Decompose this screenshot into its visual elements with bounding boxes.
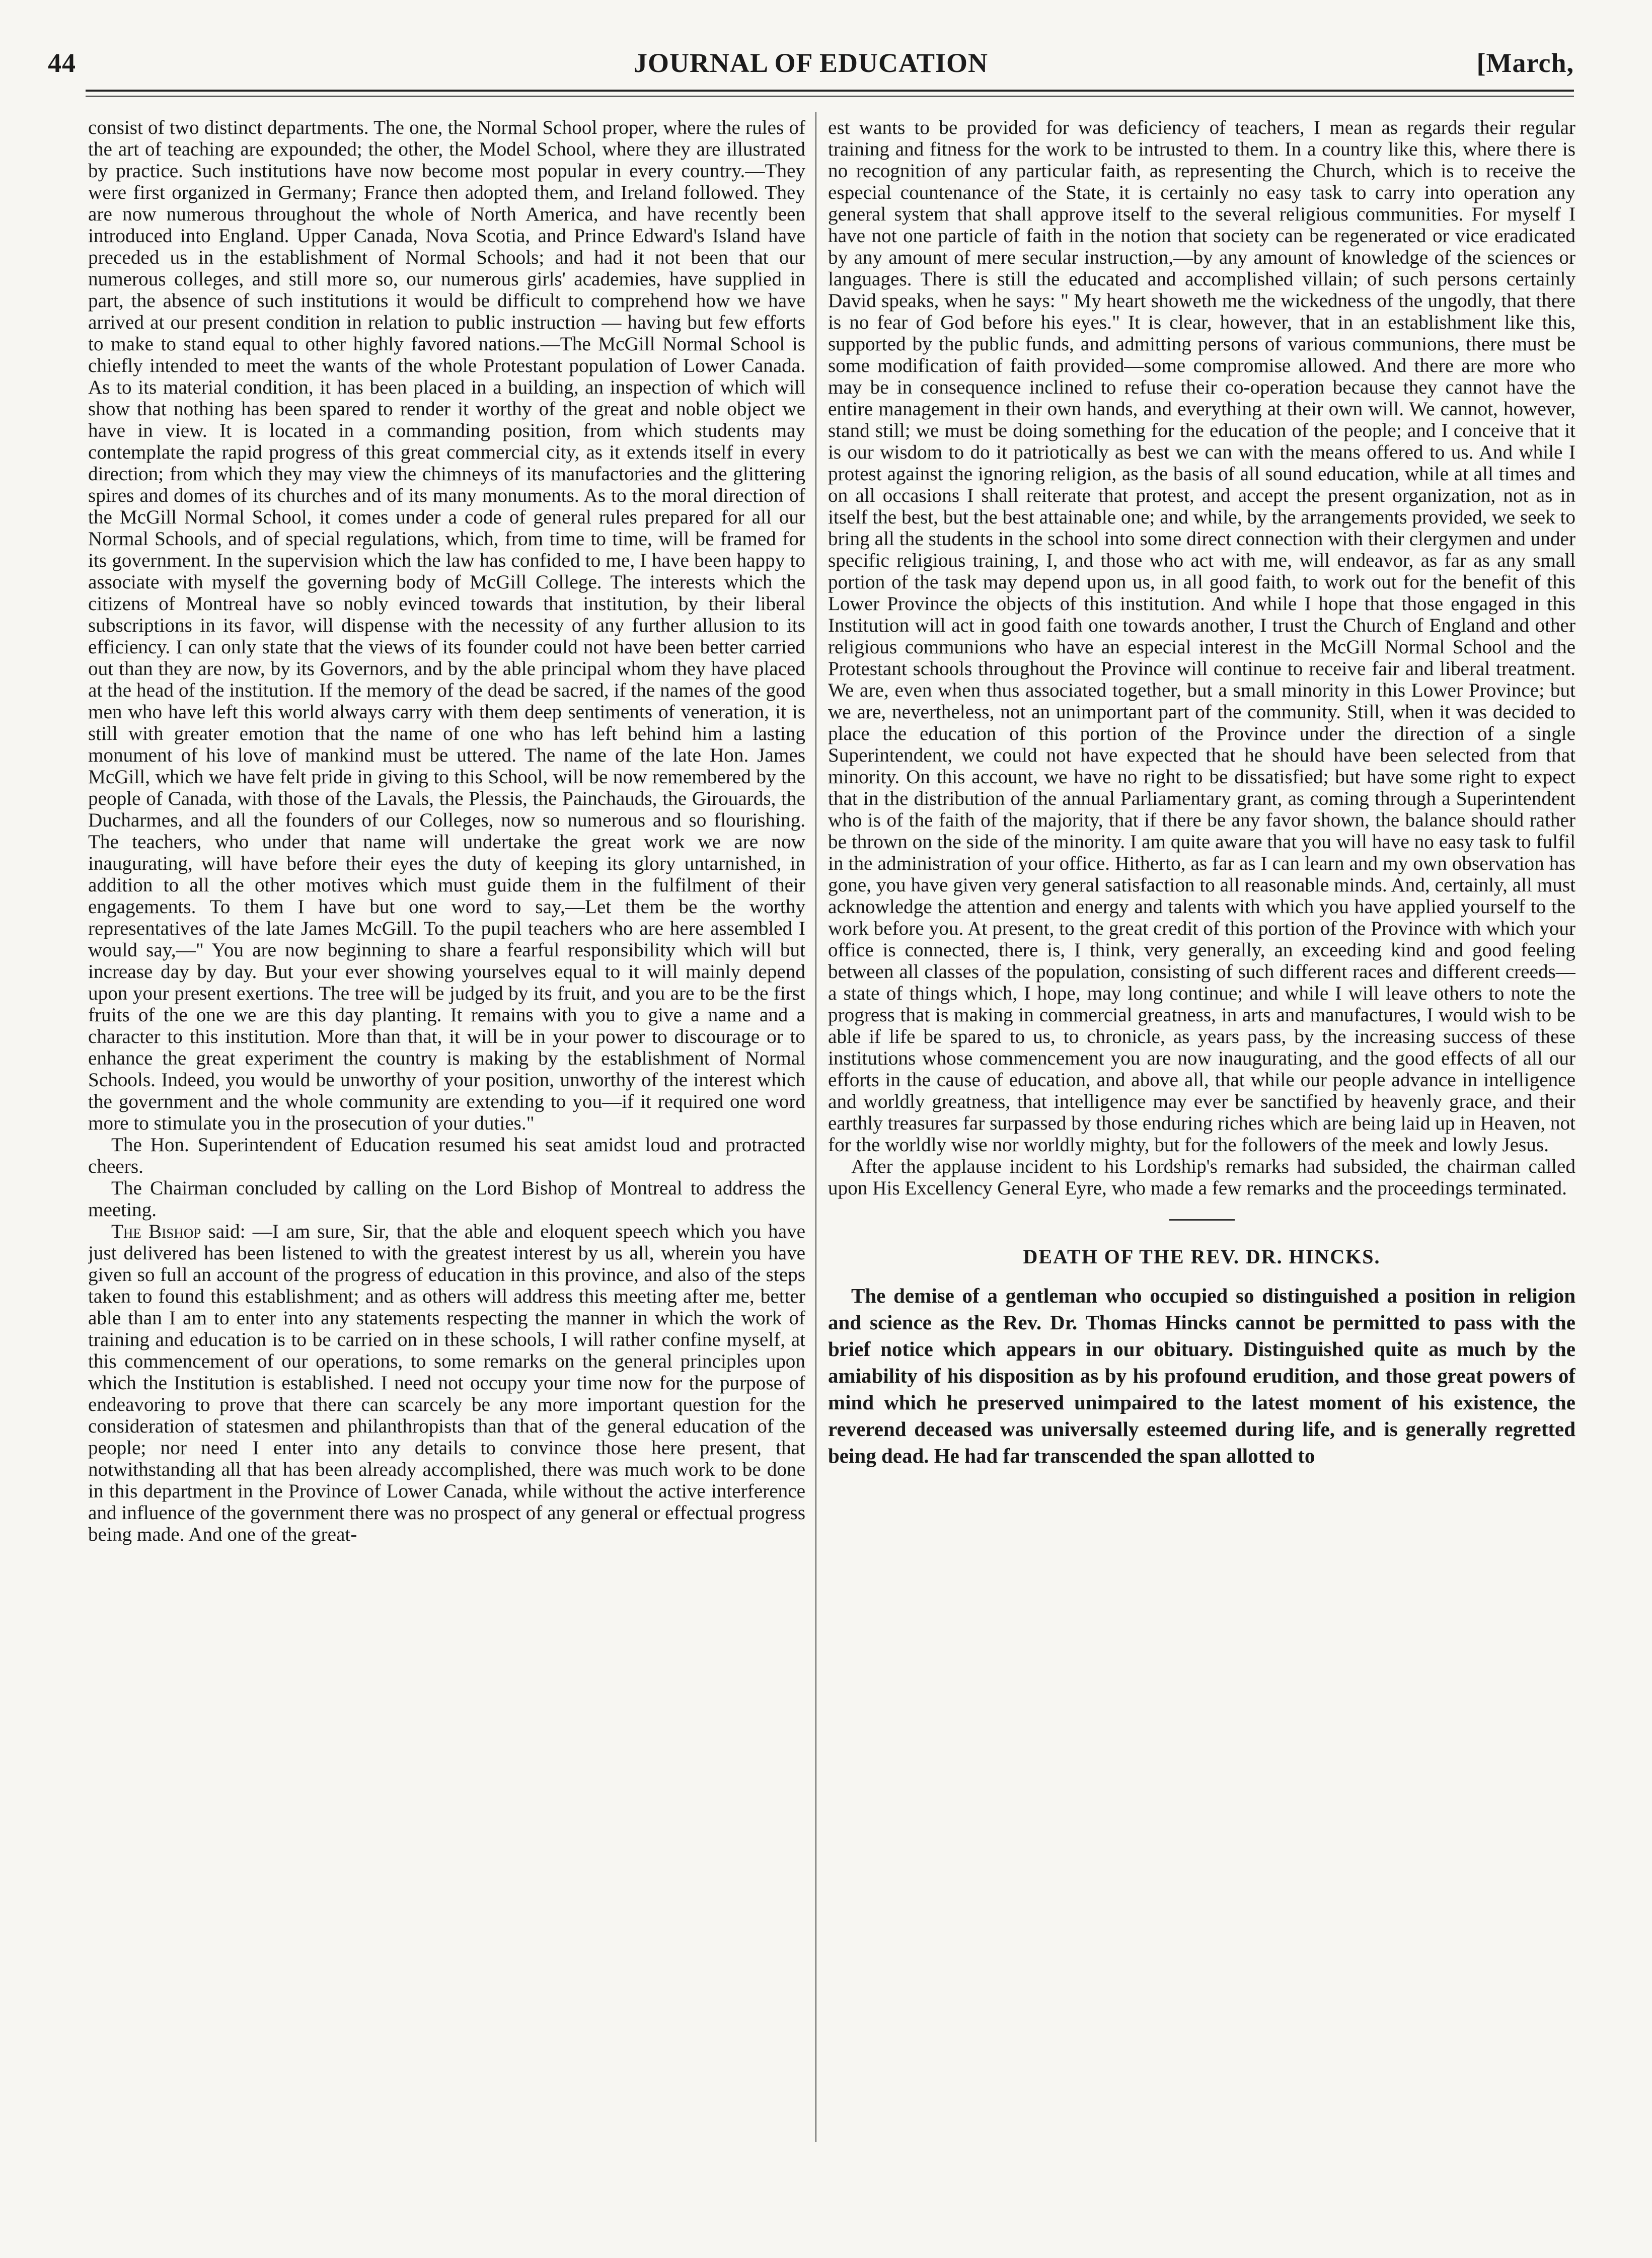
bishop-speech-continued: est wants to be provided for was deficiency of teachers, I mean as regards their regular training and fitness for the work to be intrusted to them. In a country like this, where there is no recognition of any particular faith, as representing the Church, which is to receive the especial countenance of the State, it is certainly no easy task to carry into operation any general system that shall approve itself to the several religious communities. For myself I have not one particle of faith in the notion that society can be regenerated or vice eradicated by any amount of mere secular instruction,—by any amount of knowledge of the sciences or languages. There is still the educated and accomplished villain; of such persons certainly David speaks, when he says: " My heart showeth me the wickedness of the ungodly, that there is no fear of God before his eyes." It is clear, however, that in an establishment like this, supported by the public funds, and admitting persons of various communions, there must be some modification of faith provided—some compromise allowed. And there are more who may be in consequence inclined to refuse their co-operation because they cannot have the entire management in their own hands, and everything at their own will. We cannot, however, stand still; we must be doing something for the education of the people; and I conceive that it is our wisdom to do it patriotically as best we can with the means offered to us. And while I protest against the ignoring religion, as the basis of all sound education, while at all times and on all occasions I shall reiterate that protest, and accept the present organization, not as in itself the best, but the best attainable one; and while, by the arrangements provided, we seek to bring all the students in the school into some direct connection with their clergymen and under specific religious training, I, and those who act with me, will endeavor, as far as any small portion of the task may depend upon us, in all good faith, to work out for the benefit of this Lower Province the objects of this institution. And while I hope that those engaged in this Institution will act in good faith one towards another, I trust the Church of England and other religious communions who have an especial interest in the McGill Normal School and the Protestant schools throughout the Province will continue to receive fair and liberal treatment. We are, even when thus associated together, but a small minority in this Lower Province; but we are, nevertheless, not an unimportant part of the community. Still, when it was decided to place the education of this portion of the Province under the direction of a single Superintendent, we could not have expected that he should have been selected from that minority. On this account, we have no right to be dissatisfied; but have some right to expect that in the distribution of the annual Parliamentary grant, as coming through a Superintendent who is of the faith of the majority, that if there be any favor shown, the balance should rather be thrown on the side of the minority. I am quite aware that you will have no easy task to fulfil in the administration of your office. Hitherto, as far as I can learn and my own observation has gone, you have given very general satisfaction to all reasonable minds. And, certainly, all must acknowledge the attention and energy and talents with which you have applied yourself to the work before you. At present, to the great credit of this portion of the Province with which your office is connected, there is, I think, very generally, an exceeding kind and good feeling between all classes of the population, consisting of such different races and different creeds—a state of things which, I hope, may long continue; and while I will leave others to note the progress that is making in commercial greatness, in arts and manufactures, I would wish to be able if life be spared to us, to chronicle, as years pass, by the increasing success of these institutions whose commencement you are now inaugurating, and the good effects of all our efforts in the cause of education, and above all, that while our people advance in intelligence and worldly greatness, that intelligence may ever be sanctified by heavenly grace, and their earthly treasures far surpassed by those enduring riches which are being laid up in Heaven, not for the worldly wise nor worldly mighty, but for the followers of the meek and lowly Jesus. bbox=[828, 117, 1575, 1156]
page-header bbox=[48, 45, 1574, 81]
column-divider bbox=[815, 112, 816, 2142]
month-label: [March, bbox=[1476, 48, 1574, 78]
cheers-paragraph: The Hon. Superintendent of Education resumed his seat amidst loud and protracted cheers. bbox=[88, 1134, 805, 1177]
header-rule-thin bbox=[86, 96, 1574, 97]
bishop-speech: said: —I am sure, Sir, that the able and eloquent speech which you have just delivered has been listened to with the greatest interest by us all, wherein you have given so full an account of the progress of education in this province, and also of the steps taken to found this establishment; and as others will address this meeting after me, better able than I am to enter into any statements respecting the manner in which the work of training and education is to be carried on in these schools, I will rather confine myself, at this commencement of our operations, to some remarks on the general principles upon which the Institution is established. I need not occupy your time now for the purpose of endeavoring to prove that there can scarcely be any more important question for the consideration of statesmen and philanthropists than that of the general education of the people; nor need I enter into any details to convince those here present, that notwithstanding all that has been already accomplished, there was much work to be done in this department in the Province of Lower Canada, while without the active interference and influence of the government there was no prospect of any general or effectual progress being made. And one of the great- bbox=[88, 1221, 805, 1545]
closing-paragraph: After the applause incident to his Lordship's remarks had subsided, the chairman called upon His Excellency General Eyre, who made a few remarks and the proceedings terminated. bbox=[828, 1156, 1575, 1199]
page-number: 44 bbox=[48, 48, 76, 78]
bishop-label: The Bishop bbox=[111, 1221, 201, 1242]
obituary-paragraph: The demise of a gentleman who occupied so distinguished a position in religion and science as the Rev. Dr. Thomas Hincks cannot be permitted to pass with the brief notice which appears in our obituary. Distinguished quite as much by the amiability of his disposition as by his profound erudition, and those great powers of mind which he preserved unimpaired to the latest moment of his existence, the reverend deceased was universally esteemed during life, and is generally regretted being dead. He had far transcended the span allotted to bbox=[828, 1284, 1575, 1467]
bishop-paragraph bbox=[88, 1221, 805, 1545]
journal-title: JOURNAL OF EDUCATION bbox=[633, 48, 989, 78]
section-title: DEATH OF THE REV. DR. HINCKS. bbox=[1023, 1245, 1381, 1268]
right-column bbox=[828, 117, 1575, 2142]
speech-continuation: consist of two distinct departments. The one, the Normal School proper, where the rules of the art of teaching are expounded; the other, the Model School, where they are illustrated by practice. Such institutions have now become most popular in every country.—They were first organized in Germany; France then adopted them, and Ireland followed. They are now numerous throughout the whole of North America, and have recently been introduced into England. Upper Canada, Nova Scotia, and Prince Edward's Island have preceded us in the establishment of Normal Schools; and had it not been that our numerous colleges, and still more so, our numerous girls' academies, have supplied in part, the absence of such institutions it would be difficult to comprehend how we have arrived at our present condition in relation to public instruction — having but few efforts to make to stand equal to other highly favored nations.—The McGill Normal School is chiefly intended to meet the wants of the whole Protestant population of Lower Canada. As to its material condition, it has been placed in a building, an inspection of which will show that nothing has been spared to render it worthy of the great and noble object we have in view. It is located in a commanding position, from which students may contemplate the rapid progress of this great commercial city, as it extends itself in every direction; from which they may view the chimneys of its manufactories and the glittering spires and domes of its churches and of its many monuments. As to the moral direction of the McGill Normal School, it comes under a code of general rules prepared for all our Normal Schools, and of special regulations, which, from time to time, will be framed for its government. In the supervision which the law has confided to me, I have been happy to associate with myself the governing body of McGill College. The interests which the citizens of Montreal have so nobly evinced towards that institution, by their liberal subscriptions in its favor, will dispense with the necessity of any further allusion to its efficiency. I can only state that the views of its founder could not have been better carried out than they are now, by its Governors, and by the able principal whom they have placed at the head of the institution. If the memory of the dead be sacred, if the names of the good men who have left this world always carry with them deep sentiments of veneration, it is still with greater emotion that the name of one who has left behind him a lasting monument of his love of mankind must be uttered. The name of the late Hon. James McGill, which we have felt pride in giving to this School, will be now remembered by the people of Canada, with those of the Lavals, the Plessis, the Painchauds, the Girouards, the Ducharmes, and all the founders of our Colleges, now so numerous and so flourishing. The teachers, who under that name will undertake the great work we are now inaugurating, will have before their eyes the duty of keeping its glory untarnished, in addition to all the other motives which must guide them in the fulfilment of their engagements. To them I have but one word to say,—Let them be the worthy representatives of the late James McGill. To the pupil teachers who are here assembled I would say,—" You are now beginning to share a fearful responsibility which will but increase day by day. But your ever showing yourselves equal to it will mainly depend upon your present exertions. The tree will be judged by its fruit, and you are to be the first fruits of the one we are this day planting. It remains with you to give a name and a character to this institution. More than that, it will be in your power to discourage or to enhance the great experiment the country is making by the establishment of Normal Schools. Indeed, you would be unworthy of your position, unworthy of the interest which the government and the whole community are extending to you—if it required one word more to stimulate you in the prosecution of your duties." bbox=[88, 117, 805, 1134]
header-rule-thick bbox=[86, 90, 1574, 92]
left-column bbox=[88, 117, 805, 2142]
chairman-paragraph: The Chairman concluded by calling on the Lord Bishop of Montreal to address the meeting. bbox=[88, 1177, 805, 1221]
section-separator bbox=[1169, 1219, 1235, 1221]
